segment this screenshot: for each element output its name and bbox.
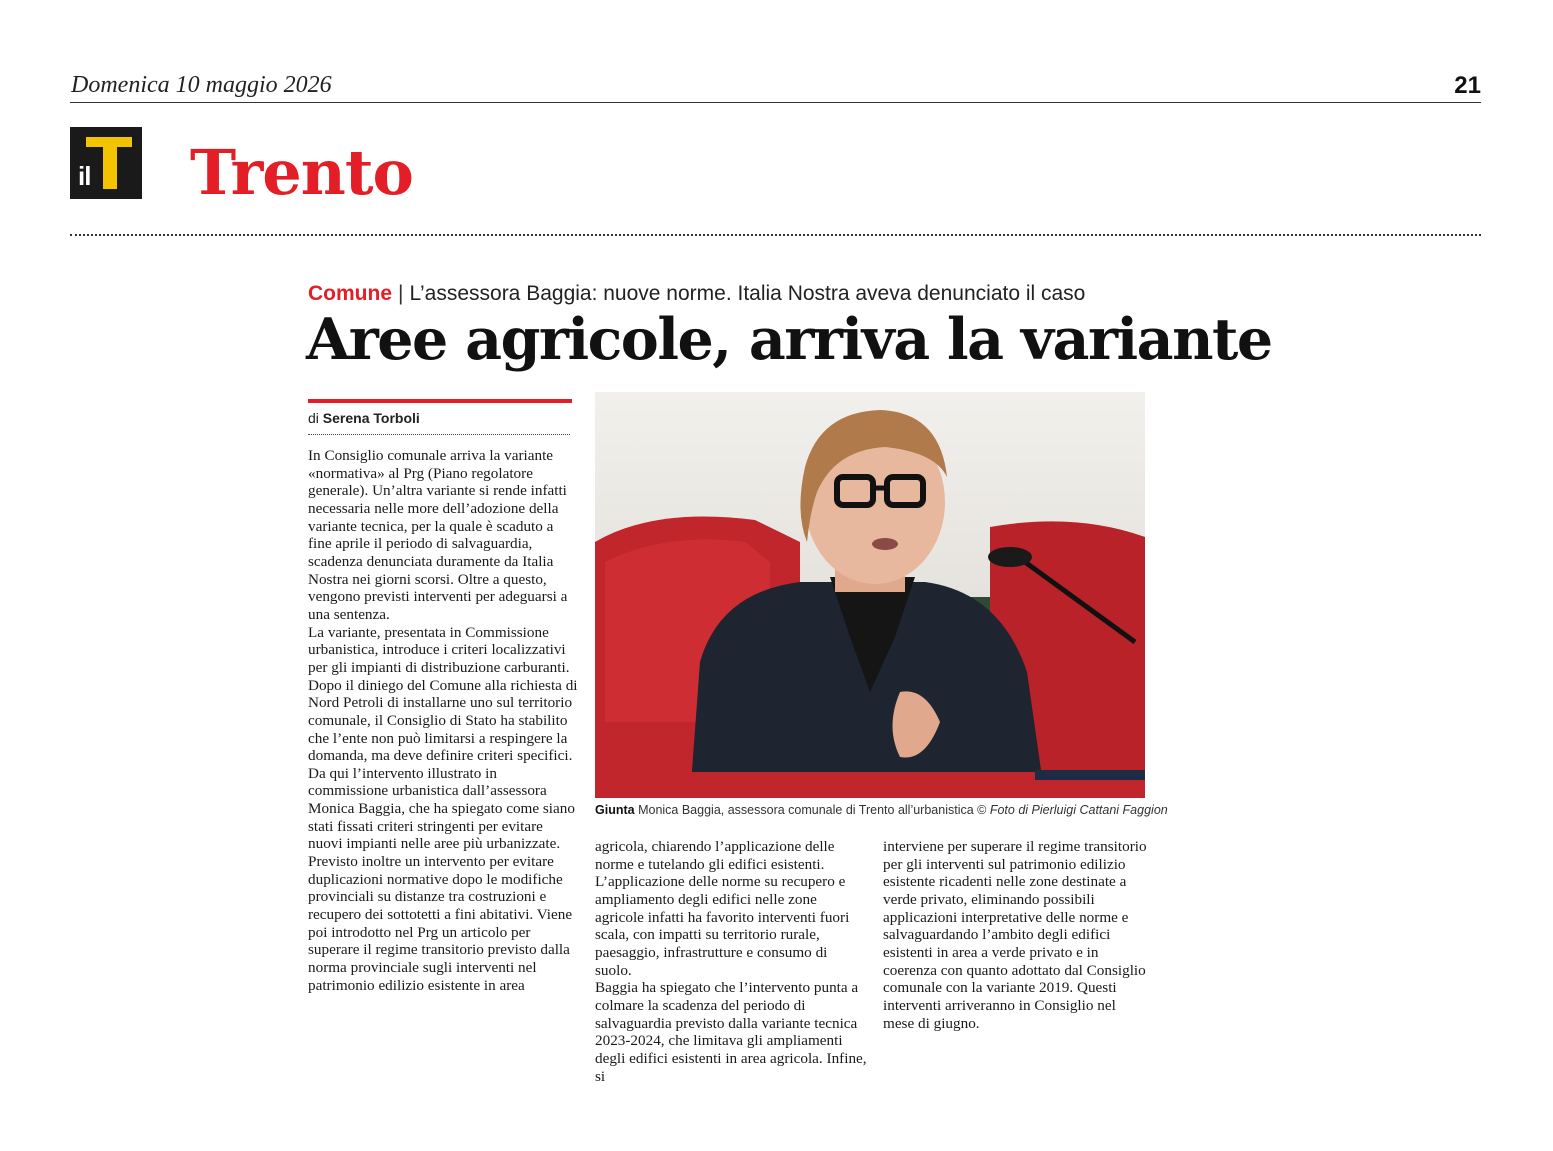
logo-t-stem: [103, 137, 117, 189]
kicker-separator: |: [398, 282, 404, 305]
page-number: 21: [1454, 72, 1481, 99]
article-column-3: [883, 838, 1148, 1032]
article-kicker: [308, 282, 1085, 306]
caption-credit: Foto di Pierluigi Cattani Faggion: [989, 803, 1168, 817]
paragraph: Baggia ha spiegato che l’intervento punta a colmare la scadenza del periodo di salvaguardia previsto dalla variante tecnica 2023-2024, che limitava gli ampliamenti degli edifici esistenti in area agricola. Infine, si: [595, 979, 867, 1085]
header-rule: [70, 102, 1481, 103]
byline-rule: [308, 434, 570, 435]
section-divider: [70, 234, 1481, 236]
photo-caption: [595, 803, 1168, 817]
article-headline: Aree agricole, arriva la variante: [306, 306, 1272, 373]
byline-prefix: di: [308, 410, 319, 426]
byline-author: Serena Torboli: [322, 410, 420, 426]
article-column-2: [595, 838, 867, 1085]
paragraph: interviene per superare il regime transitorio per gli interventi sul patrimonio edilizio esistente ricadenti nelle zone destinate a verde privato, eliminando possibili applicazioni interpretative delle norme e salvaguardando l’ambito degli edifici esistenti in area a verde privato e in coerenza con quanto adottato dal Consiglio comunale con la variante 2019. Questi interventi arriveranno in Consiglio nel mese di giugno.: [883, 838, 1147, 1032]
paragraph: agricola, chiarendo l’applicazione delle norme e tutelando gli edifici esistenti. L’applicazione delle norme su recupero e ampliamento degli edifici nelle zone agricole infatti ha favorito interventi fuori scala, con impatti su territorio rurale, paesaggio, infrastrutture e consumo di suolo.: [595, 838, 850, 979]
paragraph: In Consiglio comunale arriva la variante «normativa» al Prg (Piano regolatore generale). Un’altra variante si rende infatti necessaria nelle more dell’adozione della variante tecnica, per la quale è scaduto a fine aprile il periodo di salvaguardia, scadenza denunciata duramente da Italia Nostra nei giorni scorsi. Oltre a questo, vengono previsti interventi per adeguarsi a una sentenza.: [308, 447, 568, 623]
paragraph: La variante, presentata in Commissione urbanistica, introduce i criteri localizzativi per gli impianti di distribuzione carburanti. Dopo il diniego del Comune alla richiesta di Nord Petroli di installarne uno sul territorio comunale, il Consiglio di Stato ha stabilito che l’ente non può limitarsi a respingere la domanda, ma deve definire criteri specifici. Da qui l’intervento illustrato in commissione urbanistica dall’assessora Monica Baggia, che ha spiegato come siano stati fissati criteri stringenti per evitare nuovi impianti nelle aree più urbanizzate. Previsto inoltre un intervento per evitare duplicazioni normative dopo le modifiche provinciali su distanze tra costruzioni e recupero dei sottotetti a fini abitativi. Viene poi introdotto nel Prg un articolo per superare il regime transitorio previsto dalla norma provinciale sugli interventi nel patrimonio edilizio esistente in area: [308, 623, 578, 994]
caption-lead: Giunta: [595, 803, 635, 817]
caption-text: Monica Baggia, assessora comunale di Trento all’urbanistica ©: [638, 803, 987, 817]
byline-accent-rule: [308, 399, 572, 403]
newspaper-logo: [70, 127, 142, 199]
logo-text: il: [78, 161, 91, 191]
section-title: Trento: [190, 136, 413, 209]
kicker-text: L’assessora Baggia: nuove norme. Italia Nostra aveva denunciato il caso: [409, 282, 1086, 305]
photo-illustration: [595, 392, 1145, 798]
issue-date: Domenica 10 maggio 2026: [71, 72, 332, 98]
kicker-label: Comune: [308, 282, 392, 305]
article-photo: [595, 392, 1145, 798]
article-column-1: [308, 447, 578, 994]
byline: [308, 410, 420, 426]
